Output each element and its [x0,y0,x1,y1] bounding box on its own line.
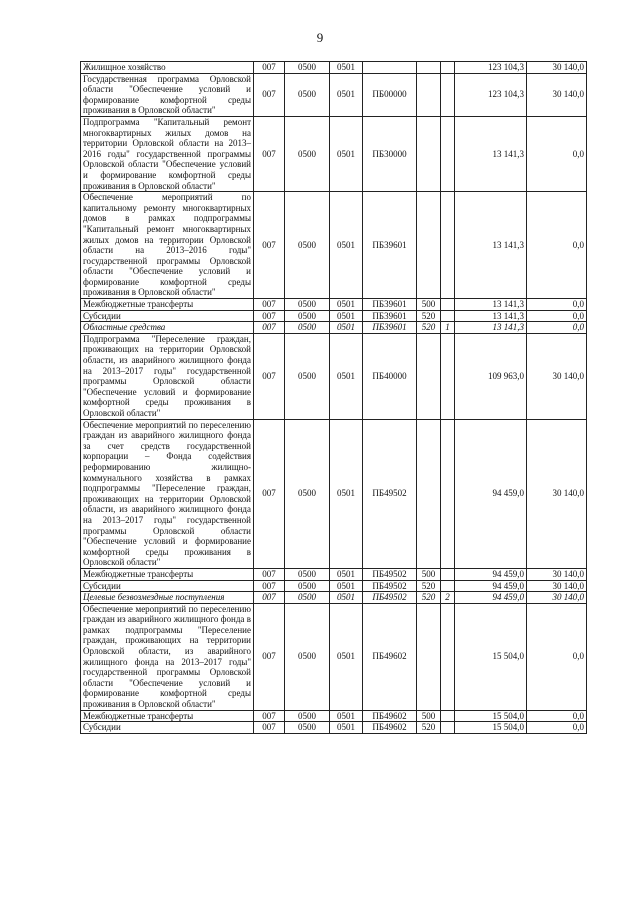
cell-csr: ПБ49602 [363,722,417,734]
cell-pr: 0501 [330,592,363,604]
cell-gr: 007 [254,580,285,592]
cell-sum-2016: 30 140,0 [527,419,587,568]
cell-gr: 007 [254,192,285,299]
cell-csr: ПБ49502 [363,568,417,580]
cell-rz: 0500 [285,710,330,722]
cell-vr: 520 [417,580,441,592]
cell-sum-2016: 30 140,0 [527,62,587,74]
cell-source [441,299,455,311]
cell-sum-2015: 94 459,0 [455,419,527,568]
cell-csr: ПБ49502 [363,592,417,604]
cell-rz: 0500 [285,73,330,116]
cell-sum-2016: 0,0 [527,310,587,322]
cell-csr: ПБ39601 [363,322,417,334]
row-name: Целевые безвозмездные поступления [81,592,254,604]
cell-rz: 0500 [285,192,330,299]
cell-vr [417,419,441,568]
cell-pr: 0501 [330,333,363,419]
cell-sum-2015: 13 141,3 [455,310,527,322]
cell-pr: 0501 [330,580,363,592]
table-row [81,592,587,604]
cell-sum-2016: 30 140,0 [527,73,587,116]
cell-rz: 0500 [285,592,330,604]
cell-csr: ПБ49502 [363,580,417,592]
cell-sum-2015: 15 504,0 [455,710,527,722]
cell-source: 1 [441,322,455,334]
cell-source [441,62,455,74]
row-name: Подпрограмма "Переселение граждан, проживающих на территории Орловской области, из аварийного жилищного фонда на 2013–2017 годы" государственной программы Орловской области "Обеспечение условий и формирование комфортной среды проживания в Орловской области" [81,333,254,419]
cell-source [441,580,455,592]
cell-csr: ПБ39601 [363,192,417,299]
cell-sum-2016: 0,0 [527,710,587,722]
row-name: Государственная программа Орловской области "Обеспечение условий и формирование комфортной среды проживания в Орловской области" [81,73,254,116]
cell-pr: 0501 [330,192,363,299]
cell-rz: 0500 [285,568,330,580]
cell-gr: 007 [254,710,285,722]
cell-csr: ПБ49502 [363,419,417,568]
cell-pr: 0501 [330,322,363,334]
table-row [81,310,587,322]
cell-source [441,710,455,722]
cell-rz: 0500 [285,310,330,322]
cell-pr: 0501 [330,568,363,580]
cell-gr: 007 [254,322,285,334]
cell-vr [417,192,441,299]
table-row [81,710,587,722]
cell-gr: 007 [254,299,285,311]
cell-csr: ПБ39601 [363,299,417,311]
cell-vr [417,603,441,710]
cell-csr: ПБ49602 [363,603,417,710]
table-row [81,299,587,311]
cell-sum-2016: 0,0 [527,116,587,191]
cell-sum-2015: 123 104,3 [455,62,527,74]
cell-sum-2015: 94 459,0 [455,592,527,604]
cell-sum-2016: 0,0 [527,299,587,311]
table-row [81,322,587,334]
page-number: 9 [316,30,324,45]
cell-rz: 0500 [285,116,330,191]
cell-vr [417,116,441,191]
cell-vr: 520 [417,592,441,604]
cell-sum-2016: 30 140,0 [527,580,587,592]
cell-source: 2 [441,592,455,604]
cell-pr: 0501 [330,62,363,74]
cell-csr: ПБ00000 [363,73,417,116]
cell-gr: 007 [254,603,285,710]
cell-vr [417,73,441,116]
row-name: Межбюджетные трансферты [81,710,254,722]
cell-sum-2015: 13 141,3 [455,299,527,311]
cell-vr: 520 [417,722,441,734]
row-name: Субсидии [81,310,254,322]
cell-gr: 007 [254,568,285,580]
table-row [81,722,587,734]
row-name: Подпрограмма "Капитальный ремонт многоквартирных жилых домов на территории Орловской области на 2013–2016 годы" государственной программы Орловской области "Обеспечение условий и формирование комфортной среды проживания в Орловской области" [81,116,254,191]
cell-gr: 007 [254,310,285,322]
row-name: Межбюджетные трансферты [81,299,254,311]
table-row [81,568,587,580]
row-name: Субсидии [81,722,254,734]
row-name: Обеспечение мероприятий по переселению граждан из аварийного жилищного фонда за счет средств государственной корпорации – Фонда содействия реформированию жилищно-коммунального хозяйства в рамках подпрограммы "Переселение граждан, проживающих на территории Орловской области, из аварийного жилищного фонда на 2013–2017 годы" государственной программы Орловской области "Обеспечение условий и формирование комфортной среды проживания в Орловской области" [81,419,254,568]
cell-vr: 500 [417,568,441,580]
cell-source [441,192,455,299]
row-name: Областные средства [81,322,254,334]
table-row [81,580,587,592]
cell-sum-2015: 15 504,0 [455,722,527,734]
cell-sum-2015: 15 504,0 [455,603,527,710]
cell-sum-2015: 109 963,0 [455,333,527,419]
cell-gr: 007 [254,73,285,116]
row-name: Обеспечение мероприятий по переселению граждан из аварийного жилищного фонда в рамках подпрограммы "Переселение граждан, проживающих на территории Орловской области, из аварийного жилищного фонда на 2013–2017 годы" государственной программы Орловской области "Обеспечение условий и формирование комфортной среды проживания в Орловской области" [81,603,254,710]
cell-rz: 0500 [285,62,330,74]
cell-sum-2015: 13 141,3 [455,192,527,299]
cell-source [441,310,455,322]
cell-csr: ПБ30000 [363,116,417,191]
cell-csr [363,62,417,74]
cell-vr [417,62,441,74]
row-name: Межбюджетные трансферты [81,568,254,580]
cell-vr [417,333,441,419]
table-row [81,603,587,710]
cell-vr: 500 [417,299,441,311]
cell-rz: 0500 [285,419,330,568]
cell-csr: ПБ40000 [363,333,417,419]
cell-sum-2016: 0,0 [527,322,587,334]
cell-rz: 0500 [285,299,330,311]
cell-pr: 0501 [330,722,363,734]
cell-sum-2016: 0,0 [527,192,587,299]
cell-gr: 007 [254,116,285,191]
cell-rz: 0500 [285,333,330,419]
row-name: Обеспечение мероприятий по капитальному ремонту многоквартирных домов в рамках подпрограммы "Капитальный ремонт многоквартирных жилых домов на территории Орловской области на 2013–2016 годы" государственной программы Орловской области "Обеспечение условий и формирование комфортной среды проживания в Орловской области" [81,192,254,299]
cell-gr: 007 [254,62,285,74]
row-name: Субсидии [81,580,254,592]
cell-sum-2015: 94 459,0 [455,568,527,580]
cell-source [441,333,455,419]
table-row [81,116,587,191]
cell-source [441,722,455,734]
cell-pr: 0501 [330,419,363,568]
budget-table [80,61,587,734]
cell-source [441,603,455,710]
table-row [81,73,587,116]
cell-csr: ПБ39601 [363,310,417,322]
table-row [81,419,587,568]
cell-pr: 0501 [330,73,363,116]
cell-gr: 007 [254,333,285,419]
cell-sum-2016: 0,0 [527,722,587,734]
cell-vr: 500 [417,710,441,722]
cell-sum-2015: 13 141,3 [455,322,527,334]
row-name: Жилищное хозяйство [81,62,254,74]
cell-source [441,73,455,116]
cell-source [441,116,455,191]
cell-pr: 0501 [330,299,363,311]
cell-csr: ПБ49602 [363,710,417,722]
cell-vr: 520 [417,310,441,322]
cell-source [441,568,455,580]
cell-sum-2015: 13 141,3 [455,116,527,191]
cell-sum-2015: 94 459,0 [455,580,527,592]
cell-sum-2016: 0,0 [527,603,587,710]
cell-gr: 007 [254,592,285,604]
table-row [81,192,587,299]
cell-sum-2016: 30 140,0 [527,333,587,419]
cell-pr: 0501 [330,603,363,710]
cell-rz: 0500 [285,722,330,734]
cell-vr: 520 [417,322,441,334]
cell-rz: 0500 [285,322,330,334]
cell-pr: 0501 [330,310,363,322]
table-row [81,333,587,419]
cell-pr: 0501 [330,116,363,191]
table-row [81,62,587,74]
cell-sum-2015: 123 104,3 [455,73,527,116]
cell-sum-2016: 30 140,0 [527,592,587,604]
cell-pr: 0501 [330,710,363,722]
cell-gr: 007 [254,419,285,568]
cell-rz: 0500 [285,580,330,592]
cell-gr: 007 [254,722,285,734]
cell-rz: 0500 [285,603,330,710]
cell-source [441,419,455,568]
cell-sum-2016: 30 140,0 [527,568,587,580]
